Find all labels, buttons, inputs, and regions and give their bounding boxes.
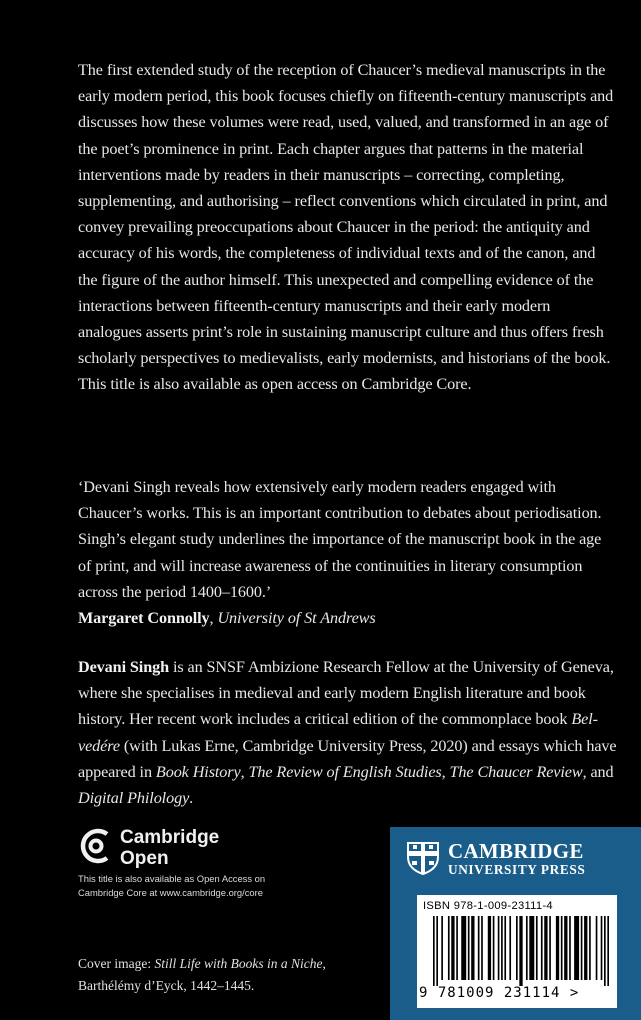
- barcode-bar: [436, 916, 438, 986]
- barcode-bar: [561, 916, 563, 980]
- barcode-bar: [604, 916, 606, 986]
- cambridge-open-block: [78, 826, 318, 906]
- barcode-bar: [526, 916, 528, 980]
- blurb-paragraph: [78, 57, 618, 398]
- quote-text: ‘Devani Singh reveals how extensively early modern readers engaged with Chaucer’s works. This is an important contribution to debates about periodisation. Singh’s elegant study underlines the importance of the manuscript book in the age of print, and will increase awareness of the continuities in literary consumption across the period 1400–1600.’: [78, 478, 602, 601]
- barcode-bar: [589, 916, 591, 980]
- barcode-bar: [461, 916, 466, 980]
- barcode-bar: [569, 916, 571, 980]
- blurb-text: The first extended study of the reception of Chaucer’s medieval manuscripts in the early modern period, this book focuses chiefly on fifteenth-century manuscripts and discusses how these volumes were read, used, valued, and transformed in an age of the poet’s prominence in print. Each chapter argues that patterns in the material interventions made by readers in their manuscripts – correcting, completing, supplementing, and authorising – reflect conventions which circulated in print, and convey prevailing preoccupations about Chaucer in the period: the antiquity and accuracy of his words, the completeness of individual texts and of the canon, and the figure of the author himself. This unexpected and compelling evidence of the interactions between fifteenth-century manuscripts and their early modern analogues asserts print’s role in sustaining manuscript culture and thus offers fresh scholarly perspectives to medievalists, early modernists, and historians of the book. This title is also available as open access on Cambridge Core.: [78, 61, 614, 394]
- university-crest-icon: [406, 841, 440, 875]
- bio-title-digital-philology: Digital Philology: [78, 789, 190, 808]
- author-bio: [78, 654, 618, 811]
- barcode-bar: [501, 916, 503, 980]
- barcode-bar: [451, 916, 454, 980]
- barcode-bar: [441, 916, 443, 980]
- review-quote: [78, 474, 618, 631]
- barcode-bar: [601, 916, 603, 980]
- barcode-box: [417, 895, 617, 1008]
- open-access-note: [78, 872, 318, 900]
- barcode-bar: [433, 916, 435, 986]
- bio-title-belvedere: Bel-vedére: [78, 710, 598, 755]
- logo-line-2: Open: [120, 848, 169, 869]
- note-line-1: This title is also available as Open Access on: [78, 873, 266, 884]
- barcode-bar: [493, 916, 495, 980]
- barcode-bar: [504, 916, 506, 980]
- bio-text-2: (with Lukas Erne, Cambridge University Press, 2020) and essays which have appeared in: [78, 736, 617, 781]
- credit-title: Still Life with Books in a Niche: [154, 956, 323, 971]
- barcode-bar: [549, 916, 551, 980]
- barcode-bar: [584, 916, 587, 980]
- cover-image-credit: [78, 953, 378, 997]
- bio-author-name: Devani Singh: [78, 658, 170, 676]
- barcode-bar: [448, 916, 450, 980]
- isbn-label: ISBN 978-1-009-23111-4: [423, 900, 553, 912]
- bio-text-4: ,: [441, 762, 450, 781]
- barcode-bar: [596, 916, 598, 980]
- cambridge-open-wordmark: [120, 827, 219, 869]
- bio-text-5: , and: [582, 762, 614, 781]
- publisher-panel: [390, 827, 641, 1020]
- barcode-bar: [544, 916, 547, 980]
- publisher-name: [448, 840, 638, 878]
- barcode-bar: [581, 916, 583, 980]
- publisher-line-2: UNIVERSITY PRESS: [448, 862, 586, 877]
- barcode-bar: [478, 916, 480, 980]
- reviewer-separator: ,: [209, 609, 218, 628]
- barcode-bar: [516, 916, 518, 980]
- bio-title-book-history: Book History: [155, 762, 241, 781]
- barcode-bar: [574, 916, 579, 980]
- barcode-bar: [564, 916, 567, 980]
- cambridge-open-logo-icon: [78, 826, 114, 866]
- credit-prefix: Cover image:: [78, 956, 155, 971]
- barcode-bar: [481, 916, 483, 980]
- barcode-bar: [541, 916, 543, 980]
- credit-line-2: Barthélémy d’Eyck, 1442–1445.: [78, 978, 255, 993]
- barcode-bar: [468, 916, 470, 980]
- barcode-bars: [433, 916, 609, 986]
- note-line-2: Cambridge Core at www.cambridge.org/core: [78, 887, 263, 898]
- barcode-bar: [498, 916, 500, 980]
- barcode-bar: [471, 916, 474, 980]
- barcode-bar: [456, 916, 458, 980]
- barcode-bar: [556, 916, 559, 980]
- bio-text-6: .: [189, 789, 194, 808]
- bio-text-3: ,: [240, 762, 249, 781]
- reviewer-name: Margaret Connolly: [78, 609, 210, 628]
- barcode-bar: [536, 916, 538, 980]
- bio-title-chaucer-review: The Chaucer Review: [449, 762, 583, 781]
- barcode-bar: [529, 916, 534, 980]
- bio-title-review-english-studies: The Review of English Studies: [248, 762, 442, 781]
- bio-text-1: is an SNSF Ambizione Research Fellow at the University of Geneva, where she specialises in medieval and early modern English literature and book history. Her recent work includes a critical edition of the commonplace book: [78, 658, 614, 729]
- reviewer-affiliation: University of St Andrews: [217, 609, 376, 628]
- barcode-bar: [519, 916, 522, 986]
- credit-suffix: ,: [322, 956, 326, 971]
- logo-line-1: Cambridge: [120, 827, 220, 848]
- barcode-bar: [488, 916, 491, 980]
- barcode-bar: [509, 916, 511, 980]
- barcode-bar: [607, 916, 609, 986]
- publisher-line-1: CAMBRIDGE: [448, 839, 584, 863]
- ean-digits: 9 781009 231114 >: [419, 985, 580, 1001]
